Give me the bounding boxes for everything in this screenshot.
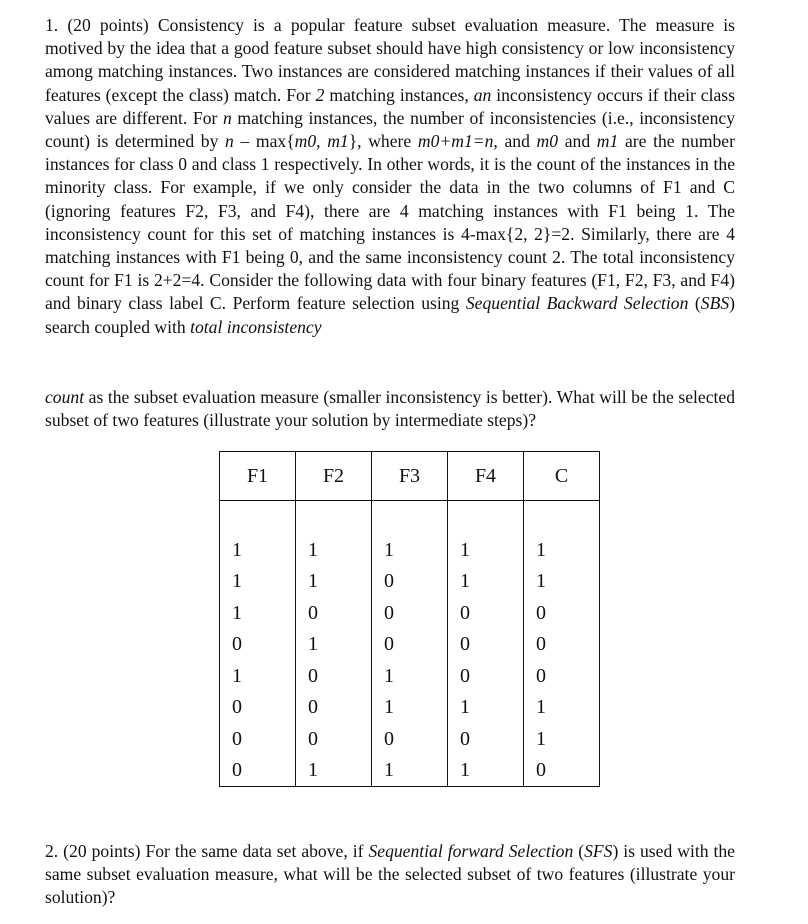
q1-text-segment: are the number instances for class 0 and class 1 respectively. In other words, it is the count of the instances in the minority class. For example, if we only consider the data in the two columns of F1 and C (ignoring features F2, F3, and F4), there are 4 matching instances with F1 being 1. The inconsistency count for this set of matching instances is 4-max{2, 2}=2. Similarly, there are 4 matching instances with F1 being 0, and the same inconsistency count 2. The total inconsistency count for F1 is 2+2=4. Consider the following data with four binary features (F1, F2, F3, and F4) and binary class label C. Perform feature selection using	[45, 131, 735, 314]
q1-italic-segment: n	[222, 107, 232, 128]
q1-text-segment: inconsistency occurs if their class values are different. For	[45, 84, 735, 128]
table-cell: 1	[448, 534, 524, 565]
table-row	[220, 566, 600, 597]
q1-text-segment: max{	[249, 131, 295, 152]
table-row	[220, 660, 600, 691]
q1-text-segment: and	[558, 131, 597, 152]
column-header-f3: F3	[372, 452, 448, 501]
q2-text-segment: (	[573, 841, 585, 861]
q1-text-segment: as the subset evaluation measure (smaller inconsistency is better). What will be the selected subset of two features (illustrate your solution by intermediate steps)?	[45, 387, 735, 431]
table-cell: 0	[372, 597, 448, 628]
table-cell: 1	[372, 692, 448, 723]
table-cell: 0	[296, 723, 372, 754]
q1-text-segment: matching instances, the number of inconsistencies (i.e., inconsistency count) is determined by	[45, 107, 735, 152]
table-cell: 1	[220, 534, 296, 565]
table-cell: 0	[372, 629, 448, 660]
data-table	[219, 451, 600, 787]
q1-italic-segment: m0	[536, 131, 559, 152]
q2-text-segment: ) is used with the same subset evaluation measure, what will be the selected subset of two features (illustrate your solution)?	[45, 841, 735, 908]
table-cell: 0	[448, 597, 524, 628]
column-header-c: C	[524, 452, 600, 501]
table-row	[220, 754, 600, 786]
q1-italic-segment: 2	[315, 84, 325, 105]
table-header-row	[220, 452, 600, 501]
q1-italic-segment: total inconsistency	[190, 316, 322, 337]
table-cell: 1	[448, 566, 524, 597]
column-header-f4: F4	[448, 452, 524, 501]
table-cell: 0	[220, 629, 296, 660]
table-cell: 0	[372, 723, 448, 754]
table-cell: 1	[524, 566, 600, 597]
column-header-f1: F1	[220, 452, 296, 501]
table-cell: 1	[296, 534, 372, 565]
q1-text-segment: }, where	[348, 131, 418, 152]
q1-italic-segment: n –	[225, 131, 250, 152]
q1-text-segment: ) search coupled with	[45, 293, 735, 337]
table-row	[220, 723, 600, 754]
table-cell: 1	[296, 629, 372, 660]
table-cell: 1	[448, 692, 524, 723]
table-cell: 1	[524, 692, 600, 723]
table-cell: 1	[524, 723, 600, 754]
table-cell: 1	[524, 534, 600, 565]
q2-italic-segment: Sequential forward Selection	[368, 841, 574, 861]
table-cell: 0	[220, 723, 296, 754]
q1-italic-segment: Sequential Backward Selection	[465, 293, 689, 314]
q1-italic-segment: count	[45, 387, 85, 407]
q1-italic-segment: m1	[596, 131, 619, 152]
table-cell: 1	[220, 566, 296, 597]
question-1-text	[45, 14, 735, 339]
table-cell: 0	[448, 660, 524, 691]
table-cell: 1	[372, 754, 448, 786]
question-2-text	[45, 840, 735, 910]
q1-italic-segment: m0, m1	[294, 131, 349, 152]
table-cell: 1	[372, 534, 448, 565]
column-header-f2: F2	[296, 452, 372, 501]
table-cell: 1	[448, 754, 524, 786]
table-cell: 0	[372, 566, 448, 597]
table-cell: 0	[524, 629, 600, 660]
table-cell: 0	[524, 660, 600, 691]
question-1-continuation	[45, 386, 735, 432]
table-cell: 1	[220, 597, 296, 628]
table-cell: 0	[296, 660, 372, 691]
table-cell: 1	[372, 660, 448, 691]
q1-italic-segment: m0+m1=n	[417, 131, 494, 152]
q2-text-segment: 2. (20 points) For the same data set above, if	[45, 841, 369, 861]
q1-italic-segment: an	[473, 84, 492, 105]
table-row	[220, 629, 600, 660]
table-cell: 0	[220, 692, 296, 723]
table-cell: 0	[220, 754, 296, 786]
q1-italic-segment: SBS	[700, 293, 730, 314]
table-cell: 0	[296, 692, 372, 723]
table-cell: 0	[448, 723, 524, 754]
table-row	[220, 597, 600, 628]
table-cell: 0	[296, 597, 372, 628]
table-cell: 0	[448, 629, 524, 660]
table-row	[220, 534, 600, 565]
table-spacer-row	[220, 501, 600, 535]
q1-text-segment: matching instances,	[324, 84, 474, 105]
q1-text-segment: 1. (20 points) Consistency is a popular feature subset evaluation measure. The measure is motived by the idea that a good feature subset should have high consistency or low inconsistency among matching instances. Two instances are considered matching instances if their values of all features (except the class) match. For	[45, 15, 735, 105]
table-cell: 1	[296, 566, 372, 597]
table-cell: 1	[296, 754, 372, 786]
q2-italic-segment: SFS	[584, 841, 613, 861]
table-cell: 0	[524, 754, 600, 786]
table-cell: 1	[220, 660, 296, 691]
table-row	[220, 692, 600, 723]
table-cell: 0	[524, 597, 600, 628]
q1-text-segment: , and	[493, 131, 537, 152]
q1-text-segment: (	[688, 293, 701, 314]
